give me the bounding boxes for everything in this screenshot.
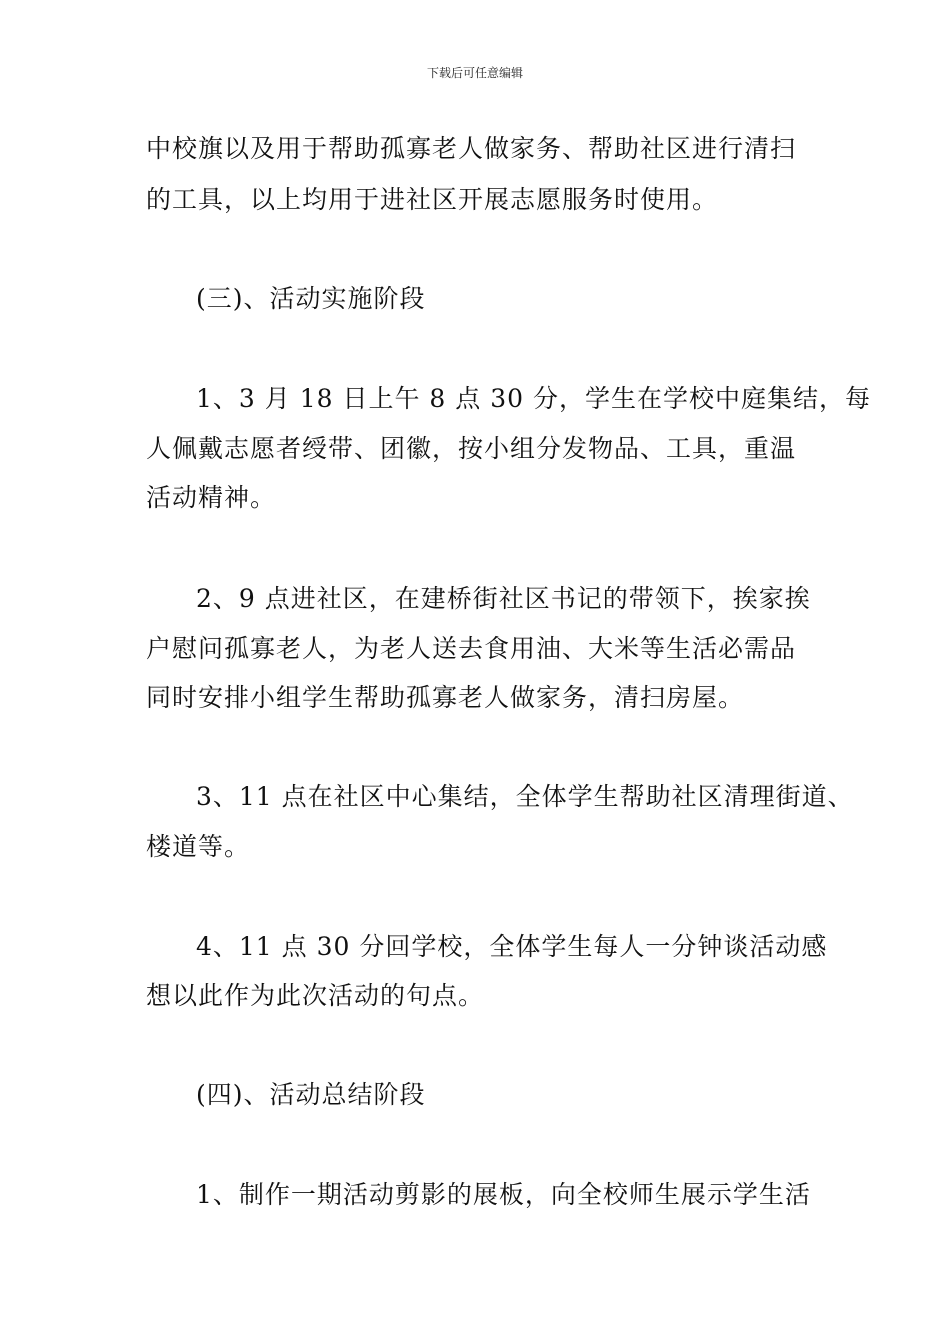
item4-line1: 4、11 点 30 分回学校，全体学生每人一分钟谈活动感 — [196, 932, 828, 961]
item2-line2: 户慰问孤寡老人，为老人送去食用油、大米等生活必需品 — [146, 634, 797, 663]
item2-line3: 同时安排小组学生帮助孤寡老人做家务，清扫房屋。 — [146, 683, 745, 712]
para1-line1: 中校旗以及用于帮助孤寡老人做家务、帮助社区进行清扫 — [146, 134, 797, 163]
item2-line1: 2、9 点进社区，在建桥街社区书记的带领下，挨家挨 — [196, 584, 811, 613]
item3-line1: 3、11 点在社区中心集结，全体学生帮助社区清理街道、 — [196, 782, 854, 811]
item1-line1: 1、3 月 18 日上午 8 点 30 分，学生在学校中庭集结，每 — [196, 384, 871, 413]
item3-line2: 楼道等。 — [146, 832, 251, 861]
item1-line2: 人佩戴志愿者绶带、团徽，按小组分发物品、工具，重温 — [146, 434, 797, 463]
page-header: 下载后可任意编辑 — [426, 66, 523, 80]
section-heading-3: (三)、活动实施阶段 — [196, 284, 426, 313]
item5-line1: 1、制作一期活动剪影的展板，向全校师生展示学生活 — [196, 1180, 811, 1209]
para1-line2: 的工具，以上均用于进社区开展志愿服务时使用。 — [146, 185, 719, 214]
item4-line2: 想以此作为此次活动的句点。 — [146, 981, 485, 1010]
item1-line3: 活动精神。 — [146, 483, 277, 512]
section-heading-4: (四)、活动总结阶段 — [196, 1080, 426, 1109]
